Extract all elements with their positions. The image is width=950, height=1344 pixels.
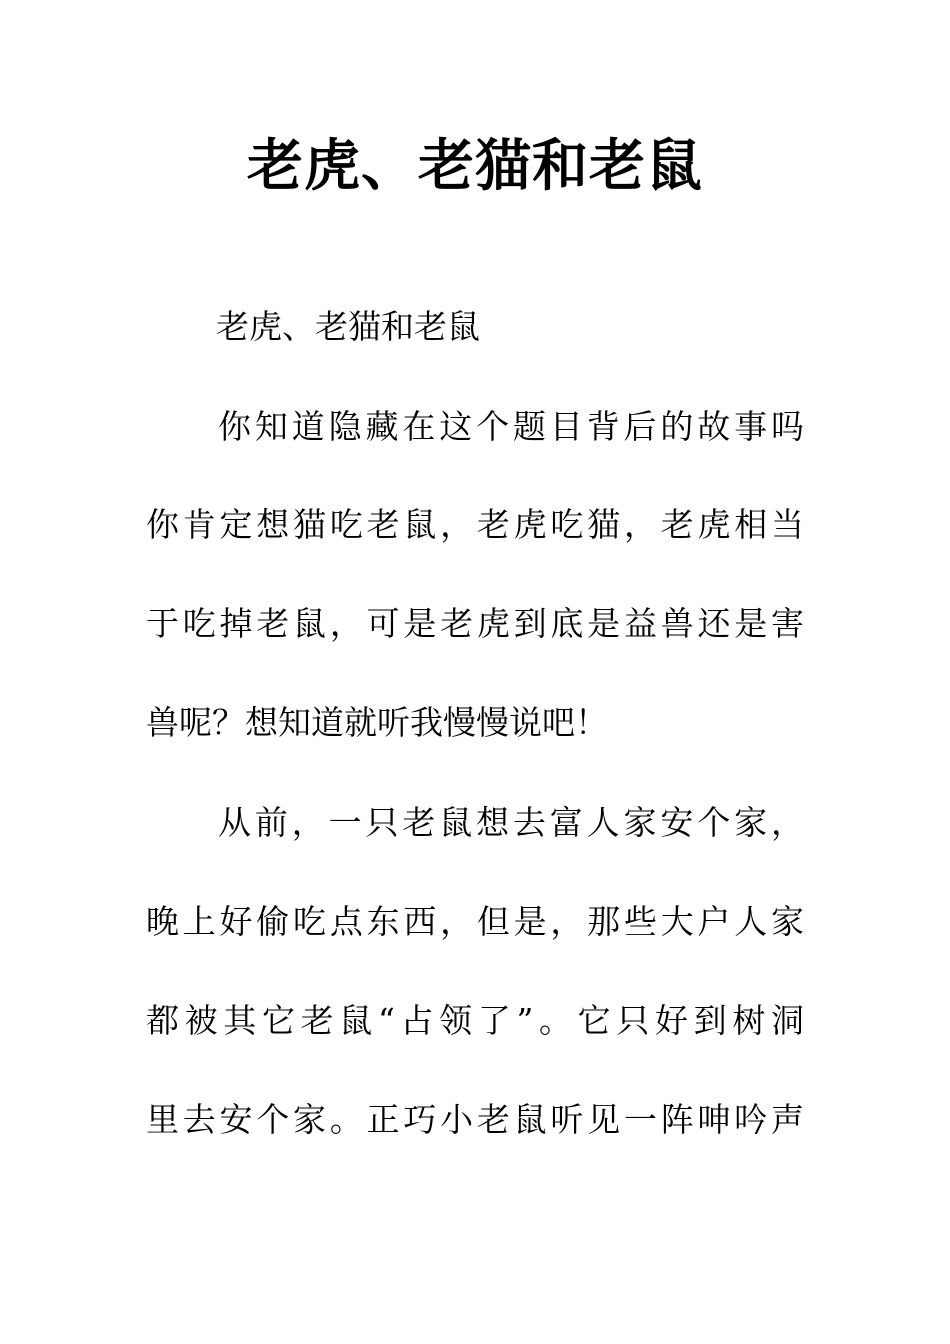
article-subtitle: 老虎、老猫和老鼠 [216, 307, 480, 346]
paragraph-line: 都被其它老鼠“占领了”。它只好到树洞 [146, 1001, 804, 1040]
paragraph-line: 从前，一只老鼠想去富人家安个家， [218, 803, 804, 842]
paragraph-line: 于吃掉老鼠，可是老虎到底是益兽还是害 [146, 604, 804, 643]
paragraph-line: 里去安个家。正巧小老鼠听见一阵呻吟声 [146, 1100, 804, 1139]
paragraph-line: 兽呢？想知道就听我慢慢说吧！ [146, 703, 608, 742]
page-title: 老虎、老猫和老鼠 [247, 133, 703, 199]
paragraph-line: 你知道隐藏在这个题目背后的故事吗 [218, 407, 804, 446]
paragraph-line: 你肯定想猫吃老鼠，老虎吃猫，老虎相当 [146, 505, 804, 544]
paragraph-line: 晚上好偷吃点东西，但是，那些大户人家 [146, 902, 804, 941]
